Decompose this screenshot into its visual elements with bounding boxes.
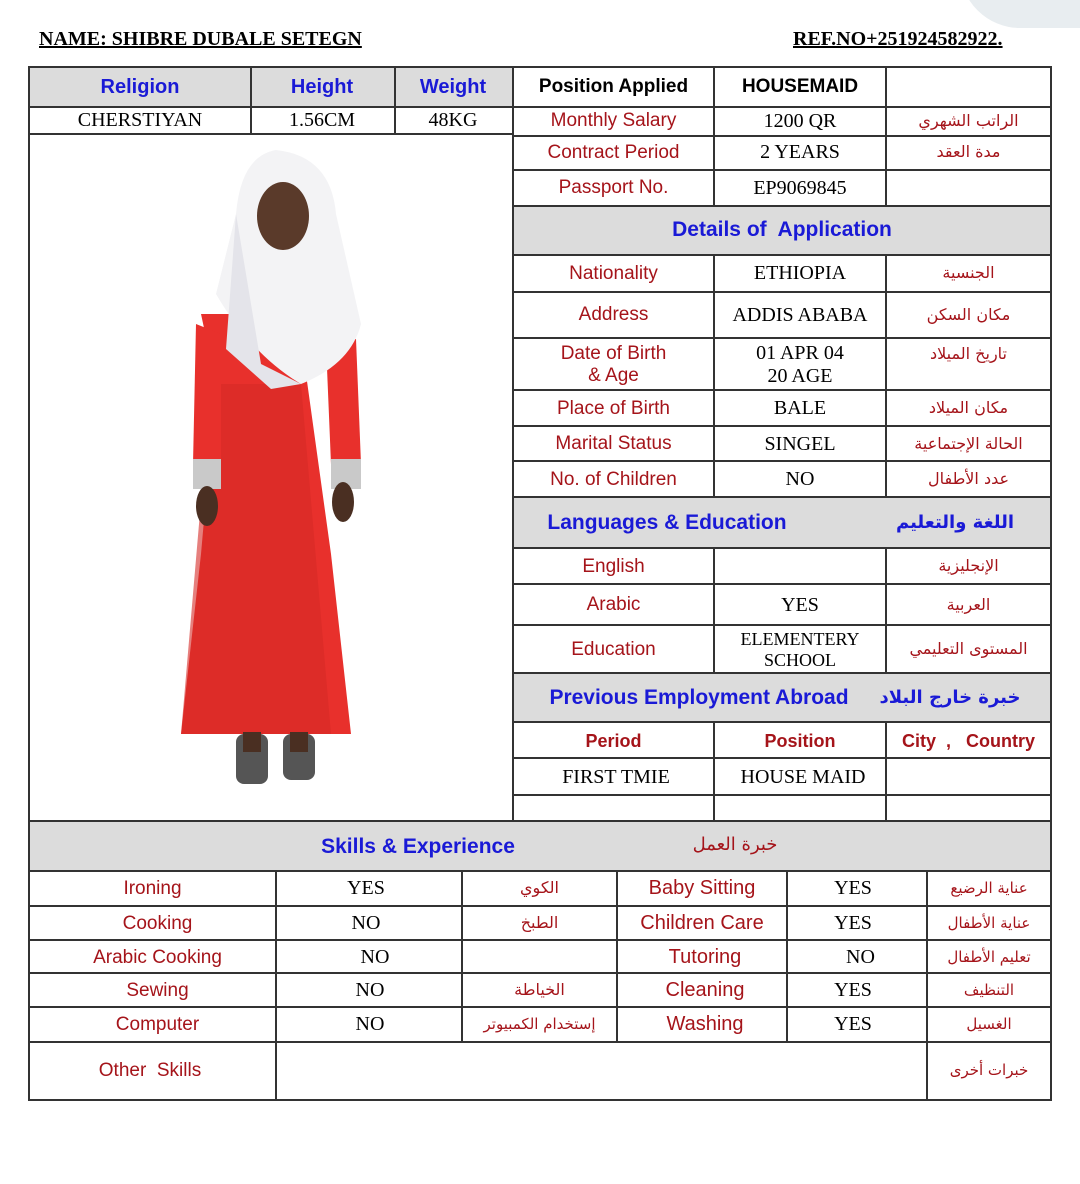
skill-cooking-arabic: الطبخ — [520, 913, 559, 933]
grid-line — [30, 106, 1050, 108]
grid-line — [461, 872, 463, 1043]
address-arabic: مكان السكن — [926, 304, 1011, 324]
grid-line — [394, 68, 396, 134]
grid-line — [30, 905, 1050, 907]
grid-line — [713, 549, 715, 674]
skill-children-care-value: YES — [834, 912, 872, 934]
employment-position-value-2 — [715, 796, 885, 820]
candidate-name: NAME: SHIBRE DUBALE SETEGN — [39, 28, 362, 50]
grid-line — [885, 68, 887, 206]
other-skills-label: Other Skills — [98, 1060, 202, 1082]
nationality-label: Nationality — [569, 262, 658, 284]
place-of-birth-arabic: مكان الميلاد — [928, 398, 1009, 418]
skill-computer-label: Computer — [115, 1013, 200, 1035]
employment-country-value-2 — [887, 796, 1050, 820]
candidate-photo — [31, 134, 511, 820]
children-label: No. of Children — [550, 468, 677, 490]
grid-line — [514, 254, 1050, 256]
grid-line — [514, 624, 1050, 626]
skill-ironing-arabic: الكوي — [520, 878, 559, 898]
education-label: Education — [571, 638, 656, 660]
grid-line — [713, 723, 715, 820]
skill-ironing-value: YES — [347, 877, 385, 899]
place-of-birth-value: BALE — [773, 397, 827, 419]
skill-tutoring-value: NO — [846, 946, 875, 968]
children-arabic: عدد الأطفال — [927, 469, 1010, 489]
employment-title: Previous Employment Abroad — [549, 685, 849, 709]
skill-computer-arabic: إستخدام الكمبيوتر — [483, 1014, 596, 1033]
address-label: Address — [578, 304, 649, 326]
skill-arabic-cooking-label: Arabic Cooking — [93, 946, 222, 968]
employment-position-value: HOUSE MAID — [740, 765, 866, 788]
skill-washing-value: YES — [834, 1013, 872, 1035]
grid-line — [885, 723, 887, 820]
grid-line — [514, 389, 1050, 391]
marital-status-arabic: الحالة الإجتماعية — [914, 433, 1023, 453]
religion-label: Religion — [100, 75, 180, 98]
grid-line — [514, 460, 1050, 462]
monthly-salary-label: Monthly Salary — [550, 110, 677, 132]
contract-period-label: Contract Period — [547, 141, 680, 163]
grid-line — [250, 68, 252, 134]
grid-line — [926, 872, 928, 1099]
skill-baby-sitting-value: YES — [834, 877, 872, 899]
passport-label: Passport No. — [558, 177, 669, 199]
position-applied-label: Position Applied — [538, 76, 689, 98]
weight-label: Weight — [419, 75, 487, 98]
arabic-label: Arabic — [586, 594, 641, 616]
grid-line — [30, 972, 1050, 974]
grid-line — [30, 133, 512, 135]
skill-sewing-value: NO — [355, 979, 385, 1001]
skill-children-care-label: Children Care — [640, 912, 764, 934]
grid-line — [713, 68, 715, 206]
skill-children-care-arabic: عناية الأطفال — [947, 913, 1031, 932]
employment-title-arabic: خبرة خارج البلاد — [879, 686, 1021, 708]
dob-label: Date of Birth & Age — [560, 342, 667, 386]
skills-title-arabic: خبرة العمل — [692, 833, 778, 855]
skill-cooking-label: Cooking — [122, 912, 193, 934]
nationality-value: ETHIOPIA — [753, 262, 847, 284]
arabic-value: YES — [781, 593, 819, 616]
skill-sewing-arabic: الخياطة — [514, 980, 565, 1000]
skill-washing-label: Washing — [666, 1013, 744, 1035]
grid-line — [514, 169, 1050, 171]
education-value: ELEMENTERY SCHOOL — [740, 628, 860, 670]
other-skills-value — [277, 1043, 928, 1099]
other-skills-arabic: خبرات أخرى — [949, 1061, 1029, 1080]
reference-number: REF.NO+251924582922. — [793, 28, 1003, 50]
grid-line — [275, 872, 277, 1099]
skill-cleaning-label: Cleaning — [665, 979, 745, 1001]
grid-line — [514, 337, 1050, 339]
dob-value: 01 APR 04 20 AGE — [756, 341, 844, 387]
skill-ironing-label: Ironing — [123, 877, 182, 899]
place-of-birth-label: Place of Birth — [557, 397, 670, 419]
employment-country-header: City , Country — [901, 730, 1035, 751]
grid-line — [514, 794, 1050, 796]
monthly-salary-value: 1200 QR — [763, 109, 837, 132]
grid-line — [514, 721, 1050, 723]
arabic-arabic: العربية — [946, 594, 991, 614]
passport-value: EP9069845 — [753, 176, 847, 199]
skill-washing-arabic: الغسيل — [966, 1014, 1012, 1033]
passport-arabic — [887, 170, 1050, 206]
languages-title-arabic: اللغة والتعليم — [895, 511, 1015, 533]
english-value — [715, 549, 885, 584]
grid-line — [30, 1006, 1050, 1008]
skill-arabic-cooking-value: NO — [360, 946, 390, 968]
skill-sewing-label: Sewing — [126, 979, 189, 1001]
marital-status-value: SINGEL — [764, 432, 836, 455]
marital-status-label: Marital Status — [555, 433, 672, 455]
employment-position-header: Position — [764, 730, 836, 751]
address-value: ADDIS ABABA — [732, 303, 868, 326]
skills-title: Skills & Experience — [321, 834, 515, 858]
grid-line — [616, 872, 618, 1043]
education-arabic: المستوى التعليمي — [909, 639, 1028, 659]
employment-period-value-2 — [514, 796, 713, 820]
position-applied-value: HOUSEMAID — [741, 76, 859, 98]
dob-arabic: تاريخ الميلاد — [930, 343, 1007, 363]
employment-period-value: FIRST TMIE — [562, 765, 670, 788]
skill-arabic-cooking-arabic — [463, 941, 616, 974]
grid-line — [514, 425, 1050, 427]
skill-cleaning-value: YES — [834, 979, 872, 1001]
grid-line — [514, 583, 1050, 585]
grid-line — [514, 291, 1050, 293]
grid-line — [514, 135, 1050, 137]
english-label: English — [582, 555, 645, 577]
skill-cleaning-arabic: التنظيف — [963, 980, 1015, 999]
grid-line — [514, 205, 1050, 207]
contract-period-arabic: مدة العقد — [936, 142, 1001, 162]
nationality-arabic: الجنسية — [942, 263, 995, 283]
skill-baby-sitting-label: Baby Sitting — [648, 877, 756, 899]
grid-line — [786, 872, 788, 1043]
corner-decoration — [960, 0, 1080, 28]
skill-computer-value: NO — [355, 1013, 385, 1035]
details-title: Details of Application — [672, 217, 892, 241]
languages-title: Languages & Education — [547, 510, 787, 534]
grid-line — [30, 1041, 1050, 1043]
grid-line — [514, 547, 1050, 549]
height-value: 1.56CM — [288, 109, 356, 131]
skill-cooking-value: NO — [351, 912, 381, 934]
religion-value: CHERSTIYAN — [77, 109, 203, 131]
grid-line — [514, 757, 1050, 759]
employment-period-header: Period — [585, 730, 642, 751]
employment-country-value — [887, 760, 1050, 794]
children-value: NO — [785, 468, 815, 490]
skill-baby-sitting-arabic: عناية الرضيع — [950, 878, 1028, 897]
grid-line — [30, 939, 1050, 941]
english-arabic: الإنجليزية — [938, 556, 999, 576]
contract-period-value: 2 YEARS — [760, 141, 840, 163]
weight-value: 48KG — [428, 109, 478, 131]
grid-line — [514, 672, 1050, 674]
grid-line — [885, 549, 887, 674]
skill-tutoring-label: Tutoring — [668, 946, 742, 968]
monthly-salary-arabic: الراتب الشهري — [918, 110, 1019, 130]
grid-line — [514, 496, 1050, 498]
skill-tutoring-arabic: تعليم الأطفال — [947, 947, 1031, 966]
height-label: Height — [290, 75, 354, 98]
grid-line — [512, 68, 514, 820]
